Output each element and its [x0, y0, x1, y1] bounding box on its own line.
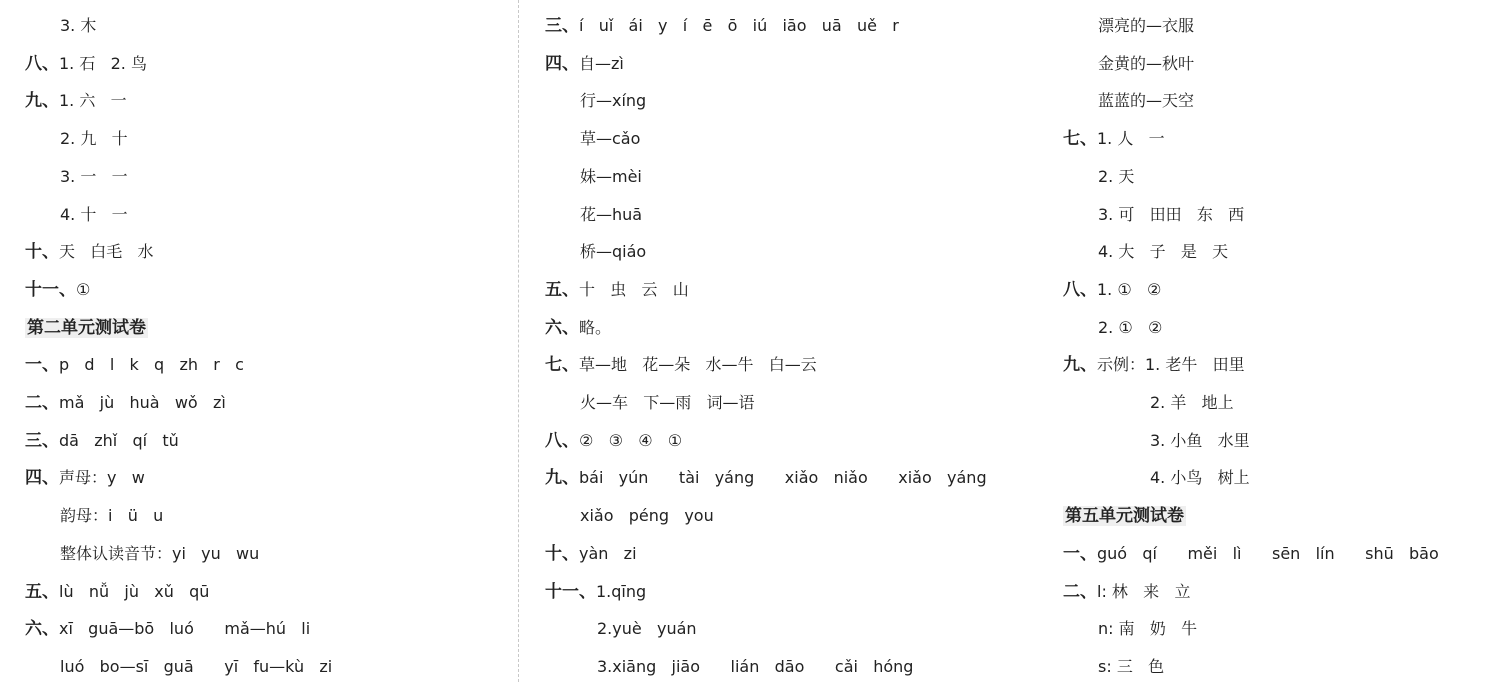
answer-line	[1098, 7, 1194, 45]
answer-text: xiǎo péng you	[580, 506, 714, 526]
answer-line	[25, 346, 244, 384]
answer-column-3	[1040, 0, 1500, 682]
answer-column-2	[520, 0, 1040, 682]
answer-line	[1098, 309, 1162, 347]
answer-line	[1150, 422, 1250, 460]
answer-text: 行—xíng	[580, 91, 647, 111]
answer-line	[545, 422, 682, 460]
question-number: 三、	[25, 430, 59, 451]
answer-text: 2.yuè yuán	[597, 619, 697, 639]
answer-text: 十 虫 云 山	[579, 279, 689, 299]
answer-line	[60, 120, 128, 158]
answer-text: lù nǚ jù xǔ qū	[59, 581, 210, 601]
answer-line	[1150, 384, 1234, 422]
answer-line	[580, 196, 642, 234]
answer-line	[580, 120, 640, 158]
question-number: 一、	[25, 355, 59, 376]
answer-text: 1. 石 2. 鸟	[59, 53, 147, 73]
answer-line	[1150, 459, 1250, 497]
answer-text: p d l k q zh r c	[59, 355, 244, 375]
answer-line	[1063, 120, 1165, 158]
answer-text: 金黄的—秋叶	[1098, 53, 1195, 73]
answer-text: xī guā—bō luó mǎ—hú li	[59, 619, 311, 639]
answer-line	[597, 610, 697, 648]
answer-text: 4. 大 子 是 天	[1098, 242, 1229, 262]
answer-text: 示例：1. 老牛 田里	[1097, 355, 1245, 375]
answer-text: 漂亮的—衣服	[1098, 16, 1195, 35]
answer-text: 2. 天	[1098, 166, 1135, 186]
answer-line	[1063, 346, 1245, 384]
answer-text: n: 南 奶 牛	[1098, 619, 1198, 639]
answer-line	[1098, 158, 1134, 196]
question-number: 四、	[25, 468, 59, 489]
answer-line	[60, 648, 332, 686]
answer-line	[545, 535, 637, 573]
answer-text: 花—huā	[580, 204, 643, 224]
answer-text: s: 三 色	[1098, 656, 1165, 676]
question-number: 五、	[545, 279, 579, 300]
answer-line	[580, 158, 642, 196]
answer-line	[60, 158, 128, 196]
question-number: 四、	[545, 53, 579, 74]
answer-line	[545, 573, 646, 611]
answer-line	[580, 233, 646, 271]
answer-text: 1. 六 一	[59, 91, 127, 111]
answer-text: 4. 十 一	[60, 204, 128, 224]
answer-line	[25, 82, 127, 120]
answer-line	[1063, 535, 1439, 573]
answer-line	[25, 384, 226, 422]
question-number: 六、	[545, 317, 579, 338]
answer-text: 蓝蓝的—天空	[1098, 91, 1195, 111]
answer-line	[545, 309, 611, 347]
answer-text: 草—地 花—朵 水—牛 白—云	[579, 355, 817, 375]
answer-line	[1063, 271, 1161, 309]
answer-text: 3. 一 一	[60, 166, 128, 186]
question-number: 八、	[545, 430, 579, 451]
answer-line	[580, 497, 714, 535]
question-number: 八、	[25, 53, 59, 74]
answer-text: 2. 羊 地上	[1150, 393, 1234, 412]
answer-text: 韵母：i ü u	[60, 506, 164, 526]
answer-line	[1098, 648, 1164, 686]
section-title: 第五单元测试卷	[1065, 506, 1184, 527]
answer-line	[60, 497, 163, 535]
answer-text: 整体认读音节：yi yu wu	[60, 543, 260, 563]
answer-text: 2. 九 十	[60, 129, 128, 149]
question-number: 十、	[545, 543, 579, 564]
answer-text: guó qí měi lì sēn lín shū bāo	[1097, 543, 1439, 563]
question-number: 十一、	[25, 279, 76, 300]
question-number: 七、	[1063, 129, 1097, 150]
answer-text: 1. ① ②	[1097, 279, 1162, 299]
answer-line	[60, 196, 128, 234]
answer-text: í uǐ ái y í ē ō iú iāo uā uě r	[579, 16, 899, 35]
answer-line	[545, 271, 689, 309]
answer-text: 2. ① ②	[1098, 317, 1163, 337]
question-number: 七、	[545, 355, 579, 376]
answer-text: ② ③ ④ ①	[579, 430, 683, 450]
answer-line	[1098, 82, 1194, 120]
question-number: 六、	[25, 619, 59, 640]
answer-text: bái yún tài yáng xiǎo niǎo xiǎo yáng	[579, 468, 987, 488]
answer-text: 略。	[579, 317, 612, 337]
answer-text: 3. 木	[60, 16, 97, 35]
answer-line	[580, 384, 755, 422]
answer-line	[60, 7, 96, 45]
answer-line	[60, 535, 259, 573]
answer-line	[545, 459, 987, 497]
answer-text: 草—cǎo	[580, 129, 641, 149]
question-number: 二、	[1063, 581, 1097, 602]
answer-text: 桥—qiáo	[580, 242, 647, 262]
question-number: 九、	[545, 468, 579, 489]
answer-text: 3. 小鱼 水里	[1150, 430, 1250, 450]
answer-text: 自—zì	[579, 53, 624, 73]
question-number: 十、	[25, 242, 59, 263]
answer-line	[1098, 233, 1228, 271]
answer-text: l: 林 来 立	[1097, 581, 1191, 601]
answer-text: 4. 小鸟 树上	[1150, 468, 1250, 488]
answer-text: 火—车 下—雨 词—语	[580, 393, 755, 412]
answer-line	[25, 45, 147, 83]
answer-line	[25, 271, 90, 309]
answer-line	[1098, 196, 1244, 234]
answer-line	[545, 7, 899, 45]
question-number: 五、	[25, 581, 59, 602]
section-title: 第二单元测试卷	[27, 317, 146, 338]
answer-text: 1. 人 一	[1097, 129, 1165, 149]
question-number: 九、	[25, 91, 59, 112]
column-divider	[518, 0, 519, 682]
answer-line	[25, 459, 145, 497]
section-heading	[1063, 497, 1186, 535]
answer-text: ①	[76, 279, 91, 299]
answer-text: 天 白毛 水	[59, 242, 154, 262]
question-number: 一、	[1063, 543, 1097, 564]
answer-line	[25, 610, 310, 648]
answer-line	[580, 82, 646, 120]
answer-line	[1063, 573, 1190, 611]
answer-line	[545, 346, 817, 384]
question-number: 九、	[1063, 355, 1097, 376]
answer-line	[597, 648, 913, 686]
answer-text: luó bo—sī guā yī fu—kù zi	[60, 656, 333, 676]
question-number: 二、	[25, 393, 59, 413]
answer-text: 3. 可 田田 东 西	[1098, 204, 1245, 224]
answer-line	[25, 422, 179, 460]
answer-text: yàn zi	[579, 543, 637, 563]
answer-line	[545, 45, 624, 83]
answer-text: 1.qīng	[596, 581, 647, 601]
answer-text: 妹—mèi	[580, 166, 642, 186]
answer-text: mǎ jù huà wǒ zì	[59, 393, 226, 412]
question-number: 八、	[1063, 279, 1097, 300]
answer-line	[1098, 610, 1197, 648]
section-heading	[25, 309, 148, 347]
answer-text: 3.xiāng jiāo lián dāo cǎi hóng	[597, 656, 914, 676]
answer-text: dā zhǐ qí tǔ	[59, 430, 179, 450]
question-number: 十一、	[545, 581, 596, 602]
question-number: 三、	[545, 16, 579, 36]
answer-column-1	[0, 0, 518, 682]
answer-line	[25, 573, 209, 611]
answer-line	[25, 233, 154, 271]
answer-text: 声母：y w	[59, 468, 145, 488]
answer-line	[1098, 45, 1194, 83]
